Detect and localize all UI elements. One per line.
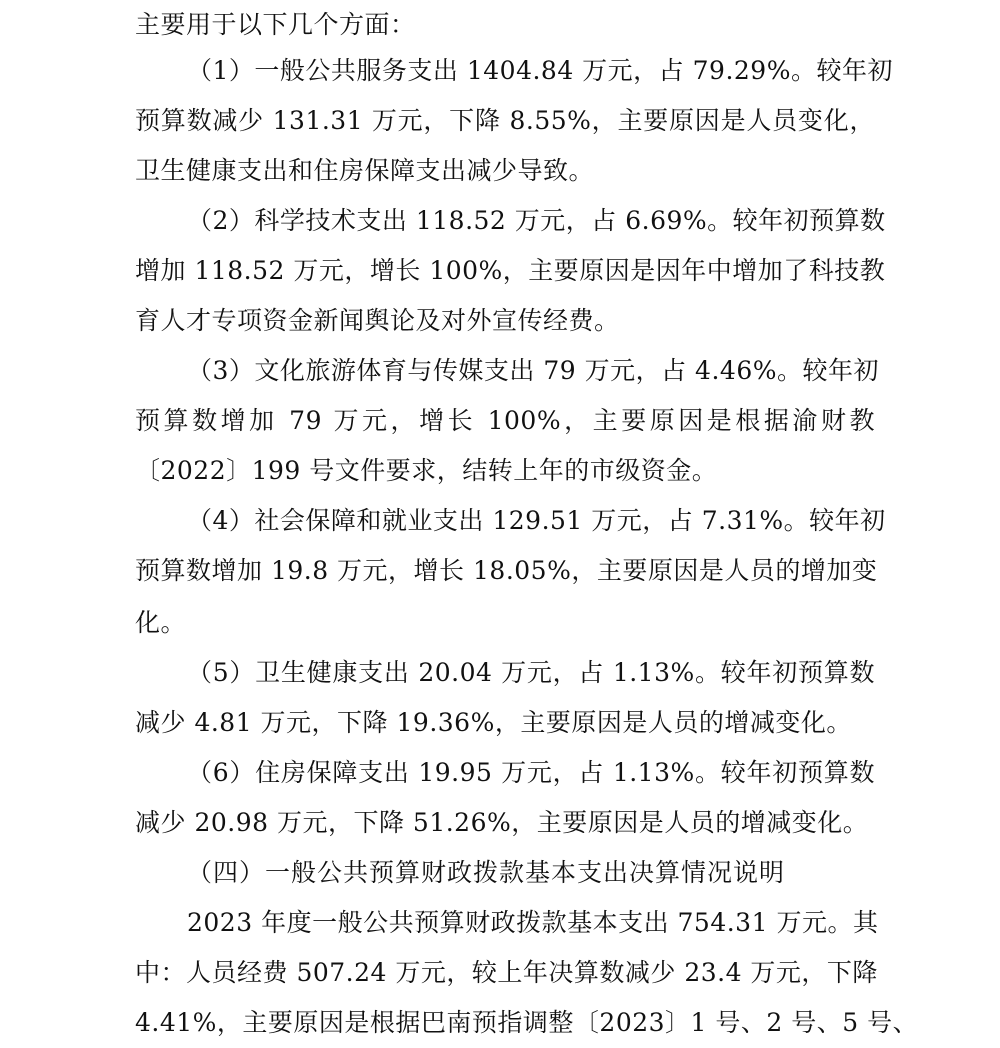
list-item-5-line-2: 减少 4.81 万元，下降 19.36%，主要原因是人员的增减变化。 (135, 708, 852, 737)
list-item-3-line-2: 预算数增加 79 万元，增长 100%，主要原因是根据渝财教 (135, 406, 875, 435)
list-item-4-line-1: （4）社会保障和就业支出 129.51 万元，占 7.31%。较年初 (187, 506, 886, 535)
list-item-1-line-1: （1）一般公共服务支出 1404.84 万元，占 79.29%。较年初 (187, 56, 893, 85)
list-item-4-line-2: 预算数增加 19.8 万元，增长 18.05%，主要原因是人员的增加变 (135, 556, 878, 585)
list-item-4-line-3: 化。 (135, 608, 187, 637)
paragraph-line-1: 2023 年度一般公共预算财政拨款基本支出 754.31 万元。其 (187, 908, 879, 937)
paragraph-line-3: 4.41%，主要原因是根据巴南预指调整〔2023〕1 号、2 号、5 号、 (135, 1008, 919, 1037)
paragraph-line-2: 中：人员经费 507.24 万元，较上年决算数减少 23.4 万元，下降 (135, 958, 878, 987)
list-item-1-line-2: 预算数减少 131.31 万元，下降 8.55%，主要原因是人员变化， (135, 106, 875, 135)
section-heading-4: （四）一般公共预算财政拨款基本支出决算情况说明 (187, 858, 786, 887)
list-item-5-line-1: （5）卫生健康支出 20.04 万元，占 1.13%。较年初预算数 (187, 658, 875, 687)
list-item-6-line-2: 减少 20.98 万元，下降 51.26%，主要原因是人员的增减变化。 (135, 808, 869, 837)
list-item-3-line-1: （3）文化旅游体育与传媒支出 79 万元，占 4.46%。较年初 (187, 356, 879, 385)
list-item-1-line-3: 卫生健康支出和住房保障支出减少导致。 (135, 156, 595, 185)
list-item-2-line-3: 育人才专项资金新闻舆论及对外宣传经费。 (135, 306, 620, 335)
list-item-2-line-2: 增加 118.52 万元，增长 100%，主要原因是因年中增加了科技教 (135, 256, 886, 285)
list-item-2-line-1: （2）科学技术支出 118.52 万元，占 6.69%。较年初预算数 (187, 206, 886, 235)
list-item-6-line-1: （6）住房保障支出 19.95 万元，占 1.13%。较年初预算数 (187, 758, 875, 787)
list-item-3-line-3: 〔2022〕199 号文件要求，结转上年的市级资金。 (135, 456, 718, 485)
text-line-1: 主要用于以下几个方面： (135, 10, 416, 39)
